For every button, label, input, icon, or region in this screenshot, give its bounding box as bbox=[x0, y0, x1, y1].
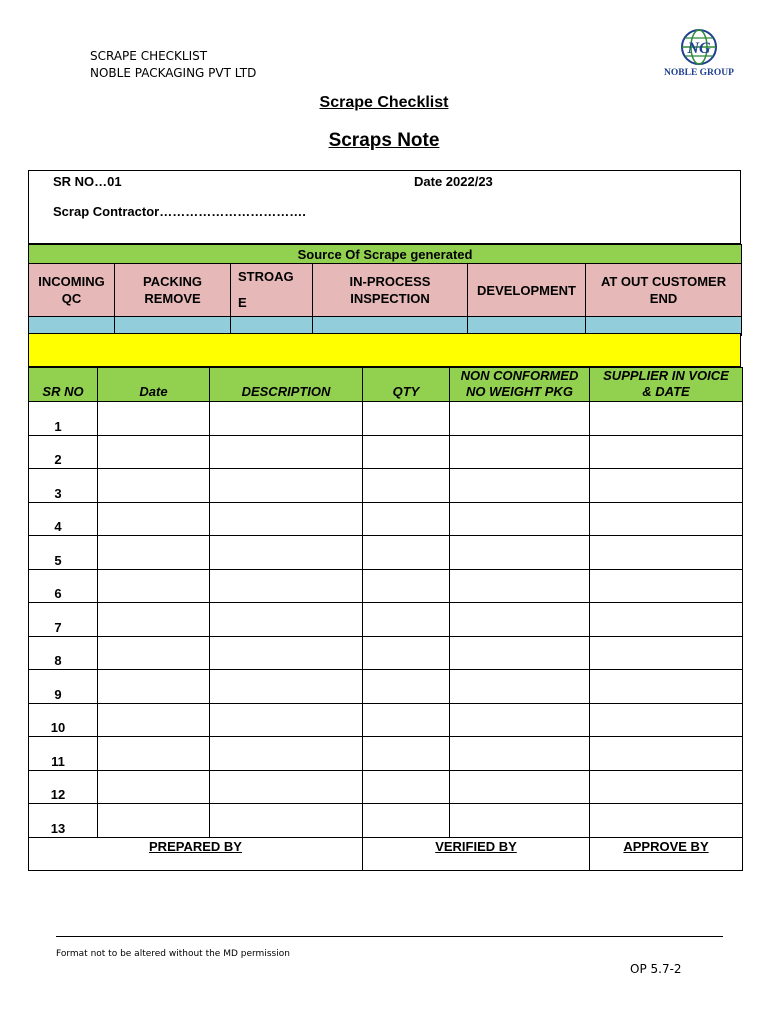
table-row bbox=[29, 804, 743, 838]
document-title: Scrape Checklist bbox=[319, 94, 449, 111]
source-option-storage[interactable]: STROAG E bbox=[231, 264, 313, 317]
row-number: 13 bbox=[29, 804, 98, 838]
non-conformed-cell[interactable] bbox=[450, 804, 590, 838]
date-cell[interactable] bbox=[98, 603, 210, 637]
supplier-invoice-cell[interactable] bbox=[590, 636, 743, 670]
date-cell[interactable] bbox=[98, 804, 210, 838]
supplier-invoice-cell[interactable] bbox=[590, 402, 743, 436]
supplier-invoice-cell[interactable] bbox=[590, 536, 743, 570]
info-box bbox=[28, 170, 741, 244]
description-cell[interactable] bbox=[210, 770, 363, 804]
qty-cell[interactable] bbox=[363, 670, 450, 704]
non-conformed-cell[interactable] bbox=[450, 670, 590, 704]
row-number: 9 bbox=[29, 670, 98, 704]
row-number: 2 bbox=[29, 435, 98, 469]
scrap-contractor-field: Scrap Contractor……………………………. bbox=[53, 204, 306, 219]
description-cell[interactable] bbox=[210, 536, 363, 570]
qty-cell[interactable] bbox=[363, 804, 450, 838]
non-conformed-cell[interactable] bbox=[450, 502, 590, 536]
row-number: 12 bbox=[29, 770, 98, 804]
supplier-invoice-cell[interactable] bbox=[590, 804, 743, 838]
document-subtitle: Scraps Note bbox=[328, 130, 440, 151]
description-cell[interactable] bbox=[210, 636, 363, 670]
supplier-invoice-cell[interactable] bbox=[590, 569, 743, 603]
row-number: 4 bbox=[29, 502, 98, 536]
non-conformed-cell[interactable] bbox=[450, 402, 590, 436]
qty-cell[interactable] bbox=[363, 536, 450, 570]
date-cell[interactable] bbox=[98, 770, 210, 804]
table-row bbox=[29, 536, 743, 570]
row-number: 10 bbox=[29, 703, 98, 737]
table-row bbox=[29, 502, 743, 536]
source-option-at-out-customer-end[interactable]: AT OUT CUSTOMER END bbox=[586, 264, 742, 317]
date-cell[interactable] bbox=[98, 469, 210, 503]
source-option-incoming-qc[interactable]: INCOMING QC bbox=[29, 264, 115, 317]
document-code: OP 5.7-2 bbox=[630, 962, 682, 976]
table-row bbox=[29, 435, 743, 469]
source-option-packing-remove[interactable]: PACKING REMOVE bbox=[115, 264, 231, 317]
table-row bbox=[29, 636, 743, 670]
description-cell[interactable] bbox=[210, 737, 363, 771]
date-cell[interactable] bbox=[98, 670, 210, 704]
table-row bbox=[29, 603, 743, 637]
qty-cell[interactable] bbox=[363, 569, 450, 603]
row-number: 6 bbox=[29, 569, 98, 603]
supplier-invoice-cell[interactable] bbox=[590, 469, 743, 503]
source-heading: Source Of Scrape generated bbox=[29, 245, 742, 264]
header-company-name: NOBLE PACKAGING PVT LTD bbox=[90, 66, 257, 80]
description-cell[interactable] bbox=[210, 435, 363, 469]
non-conformed-cell[interactable] bbox=[450, 770, 590, 804]
qty-cell[interactable] bbox=[363, 770, 450, 804]
scrap-items-table bbox=[28, 367, 743, 871]
supplier-invoice-cell[interactable] bbox=[590, 770, 743, 804]
col-header-qty: QTY bbox=[363, 368, 450, 402]
qty-cell[interactable] bbox=[363, 703, 450, 737]
date-cell[interactable] bbox=[98, 569, 210, 603]
non-conformed-cell[interactable] bbox=[450, 737, 590, 771]
sr-number: SR NO…01 bbox=[53, 174, 122, 189]
non-conformed-cell[interactable] bbox=[450, 536, 590, 570]
date-cell[interactable] bbox=[98, 402, 210, 436]
footer-divider bbox=[56, 936, 723, 937]
non-conformed-cell[interactable] bbox=[450, 603, 590, 637]
non-conformed-cell[interactable] bbox=[450, 636, 590, 670]
table-row bbox=[29, 737, 743, 771]
description-cell[interactable] bbox=[210, 502, 363, 536]
description-cell[interactable] bbox=[210, 703, 363, 737]
col-header-description: DESCRIPTION bbox=[210, 368, 363, 402]
qty-cell[interactable] bbox=[363, 603, 450, 637]
supplier-invoice-cell[interactable] bbox=[590, 435, 743, 469]
row-number: 3 bbox=[29, 469, 98, 503]
row-number: 7 bbox=[29, 603, 98, 637]
date-cell[interactable] bbox=[98, 703, 210, 737]
row-number: 5 bbox=[29, 536, 98, 570]
description-cell[interactable] bbox=[210, 804, 363, 838]
description-cell[interactable] bbox=[210, 402, 363, 436]
company-header bbox=[90, 48, 256, 82]
qty-cell[interactable] bbox=[363, 636, 450, 670]
description-cell[interactable] bbox=[210, 670, 363, 704]
col-header-date: Date bbox=[98, 368, 210, 402]
supplier-invoice-cell[interactable] bbox=[590, 737, 743, 771]
svg-text:NOBLE GROUP: NOBLE GROUP bbox=[664, 68, 734, 78]
supplier-invoice-cell[interactable] bbox=[590, 670, 743, 704]
table-row bbox=[29, 670, 743, 704]
highlight-bar bbox=[28, 333, 741, 367]
table-row bbox=[29, 703, 743, 737]
col-header-supplier-invoice: SUPPLIER IN VOICE & DATE bbox=[590, 368, 743, 402]
svg-text:NG: NG bbox=[687, 40, 711, 57]
non-conformed-cell[interactable] bbox=[450, 569, 590, 603]
supplier-invoice-cell[interactable] bbox=[590, 703, 743, 737]
prepared-by-signature[interactable]: PREPARED BY bbox=[29, 837, 363, 870]
approve-by-signature[interactable]: APPROVE BY bbox=[590, 837, 743, 870]
footer-note: Format not to be altered without the MD permission bbox=[56, 949, 290, 959]
qty-cell[interactable] bbox=[363, 469, 450, 503]
col-header-sr-no: SR NO bbox=[29, 368, 98, 402]
date-cell[interactable] bbox=[98, 502, 210, 536]
table-row bbox=[29, 770, 743, 804]
source-of-scrape-table bbox=[28, 244, 742, 336]
supplier-invoice-cell[interactable] bbox=[590, 502, 743, 536]
noble-group-logo bbox=[664, 28, 734, 80]
non-conformed-cell[interactable] bbox=[450, 703, 590, 737]
col-header-non-conformed: NON CONFORMED NO WEIGHT PKG bbox=[450, 368, 590, 402]
non-conformed-cell[interactable] bbox=[450, 469, 590, 503]
row-number: 8 bbox=[29, 636, 98, 670]
description-cell[interactable] bbox=[210, 469, 363, 503]
qty-cell[interactable] bbox=[363, 435, 450, 469]
row-number: 11 bbox=[29, 737, 98, 771]
header-doc-type: SCRAPE CHECKLIST bbox=[90, 49, 208, 63]
non-conformed-cell[interactable] bbox=[450, 435, 590, 469]
source-option-in-process-inspection[interactable]: IN-PROCESS INSPECTION bbox=[313, 264, 468, 317]
table-row bbox=[29, 469, 743, 503]
table-row bbox=[29, 569, 743, 603]
qty-cell[interactable] bbox=[363, 402, 450, 436]
description-cell[interactable] bbox=[210, 603, 363, 637]
verified-by-signature[interactable]: VERIFIED BY bbox=[363, 837, 590, 870]
date-field: Date 2022/23 bbox=[414, 174, 493, 189]
qty-cell[interactable] bbox=[363, 502, 450, 536]
row-number: 1 bbox=[29, 402, 98, 436]
source-option-development[interactable]: DEVELOPMENT bbox=[468, 264, 586, 317]
description-cell[interactable] bbox=[210, 569, 363, 603]
table-row bbox=[29, 402, 743, 436]
date-cell[interactable] bbox=[98, 536, 210, 570]
qty-cell[interactable] bbox=[363, 737, 450, 771]
date-cell[interactable] bbox=[98, 435, 210, 469]
supplier-invoice-cell[interactable] bbox=[590, 603, 743, 637]
date-cell[interactable] bbox=[98, 737, 210, 771]
date-cell[interactable] bbox=[98, 636, 210, 670]
